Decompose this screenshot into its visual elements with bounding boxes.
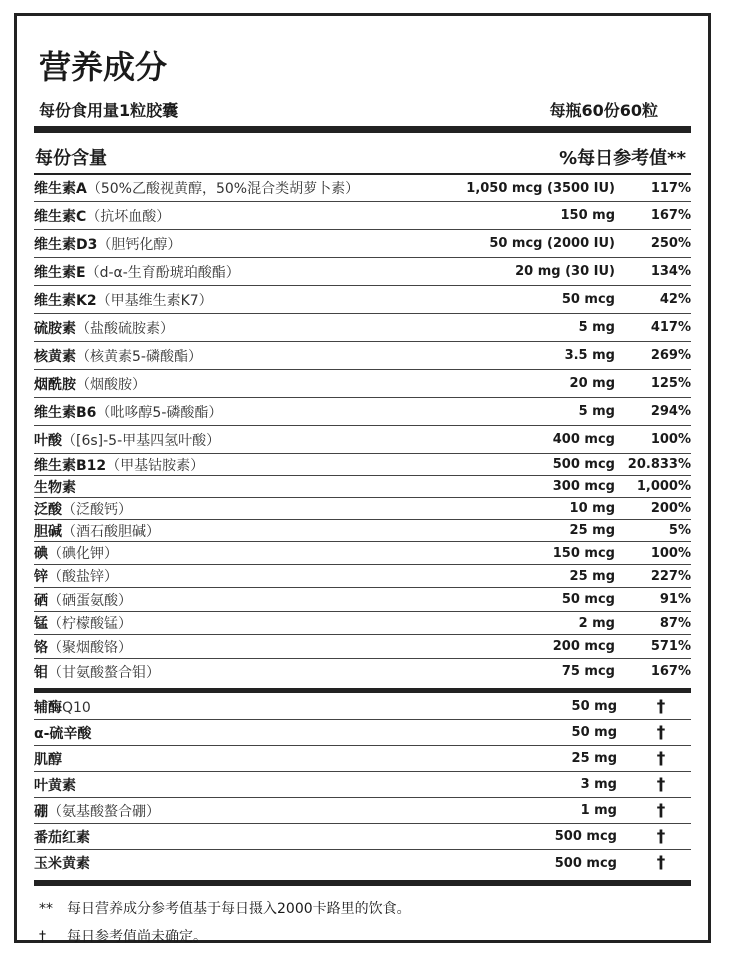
nutrient-name-cell	[34, 662, 445, 682]
nutrient-amount: 50 mg	[571, 699, 617, 714]
nutrient-name-cell	[34, 477, 445, 497]
nutrient-daily-value: 91%	[659, 592, 691, 607]
nutrient-row	[34, 588, 691, 612]
nutrient-row	[34, 286, 691, 314]
nutrient-daily-value: 20.833%	[627, 457, 691, 472]
nutrient-row	[34, 659, 691, 684]
nutrient-row	[34, 612, 691, 635]
nutrient-form: （烟酸胺）	[76, 376, 146, 393]
nutrient-name-cell	[34, 613, 445, 633]
nutrient-name-cell	[34, 723, 447, 743]
nutrient-name: 铬	[34, 639, 48, 656]
footnote-text: 每日参考值尚未确定。	[67, 929, 207, 945]
nutrient-name: α-硫辛酸	[34, 725, 92, 742]
bottom-divider	[34, 880, 691, 886]
nutrient-amount: 50 mg	[571, 725, 617, 740]
nutrient-name-cell	[34, 521, 445, 541]
nutrient-daily-value: 117%	[650, 180, 691, 196]
nutrient-row	[34, 476, 691, 498]
nutrient-daily-value: †	[656, 774, 666, 795]
nutrient-name: 叶酸	[34, 432, 62, 449]
nutrient-amount: 50 mcg	[561, 592, 615, 607]
nutrient-name-cell	[34, 749, 447, 769]
nutrient-amount: 150 mg	[560, 208, 615, 223]
nutrient-row	[34, 202, 691, 230]
nutrient-form: （柠檬酸锰）	[48, 616, 132, 632]
nutrient-name-cell	[34, 234, 445, 254]
section-divider	[34, 688, 691, 693]
nutrient-daily-value: 294%	[650, 404, 691, 419]
nutrient-row	[34, 746, 691, 772]
nutrient-form: （50%乙酸视黄醇，50%混合类胡萝卜素）	[86, 181, 360, 197]
nutrient-name: 胆碱	[34, 523, 62, 540]
nutrient-row	[34, 258, 691, 286]
nutrient-name-cell	[34, 455, 445, 475]
nutrient-form: （甲基维生素K7）	[96, 292, 213, 309]
nutrient-amount: 500 mcg	[552, 457, 615, 472]
nutrient-amount: 3 mg	[580, 777, 617, 792]
nutrient-name: 维生素K2	[34, 292, 97, 309]
nutrient-daily-value: 571%	[650, 639, 691, 654]
footnote-symbol: †	[39, 929, 46, 945]
nutrient-name: 碘	[34, 546, 48, 562]
nutrient-row	[34, 798, 691, 824]
nutrient-form: （吡哆醇5-磷酸酯）	[96, 404, 223, 421]
nutrient-daily-value: 100%	[650, 545, 691, 561]
nutrient-name-cell	[34, 566, 445, 586]
nutrient-form: （d-α-生育酚琥珀酸酯）	[85, 264, 240, 281]
nutrient-row	[34, 230, 691, 258]
nutrient-daily-value: 269%	[650, 348, 691, 363]
nutrient-daily-value: 42%	[659, 292, 691, 307]
nutrient-amount: 500 mcg	[554, 829, 617, 844]
nutrient-row	[34, 824, 691, 850]
nutrient-amount: 1,050 mcg (3500 IU)	[466, 180, 615, 196]
nutrient-amount: 25 mg	[571, 751, 617, 766]
nutrient-name-cell	[34, 178, 445, 198]
nutrient-name: 维生素C	[34, 208, 87, 225]
nutrient-row	[34, 520, 691, 542]
nutrient-name: 锌	[34, 569, 48, 585]
nutrient-form: （硒蛋氨酸）	[48, 592, 132, 609]
nutrient-daily-value: †	[656, 826, 666, 847]
nutrient-amount: 50 mcg	[561, 292, 615, 307]
nutrient-row	[34, 426, 691, 454]
nutrient-row	[34, 314, 691, 342]
nutrient-name-cell	[34, 262, 445, 282]
nutrient-form: （甘氨酸螯合钼）	[48, 664, 160, 681]
nutrient-daily-value: †	[656, 696, 666, 717]
nutrient-form: （胆钙化醇）	[97, 236, 182, 253]
serving-size: 每份食用量1粒胶囊	[39, 101, 179, 120]
amount-per-serving-header: 每份含量	[35, 148, 107, 169]
nutrient-daily-value: 167%	[650, 664, 691, 679]
nutrient-name-cell	[34, 318, 445, 338]
nutrient-amount: 1 mg	[580, 803, 617, 818]
nutrient-daily-value: 200%	[650, 501, 691, 516]
nutrient-row	[34, 498, 691, 520]
nutrient-name: 维生素B6	[34, 404, 97, 421]
nutrient-amount: 10 mg	[569, 501, 615, 516]
nutrient-daily-value: 250%	[650, 236, 691, 251]
nutrient-row	[34, 635, 691, 659]
nutrient-amount: 400 mcg	[552, 432, 615, 447]
nutrient-name: 肌醇	[34, 751, 62, 768]
nutrient-name: 番茄红素	[34, 829, 90, 846]
nutrient-amount: 300 mcg	[552, 479, 615, 494]
nutrient-amount: 20 mg (30 IU)	[515, 264, 615, 279]
nutrient-row	[34, 398, 691, 426]
nutrient-daily-value: 100%	[650, 432, 691, 447]
nutrient-name-cell	[34, 697, 447, 717]
nutrient-form: （聚烟酸铬）	[48, 639, 132, 656]
nutrient-name-cell	[34, 346, 445, 366]
servings-per-container: 每瓶60份60粒	[549, 101, 658, 120]
footnote-text: 每日营养成分参考值基于每日摄入2000卡路里的饮食。	[67, 901, 411, 917]
nutrient-daily-value: 1,000%	[636, 479, 691, 494]
nutrient-row	[34, 342, 691, 370]
nutrient-name: 生物素	[34, 479, 76, 496]
nutrient-name-cell	[34, 430, 445, 450]
nutrient-name-cell	[34, 775, 447, 795]
nutrient-name: 锰	[34, 616, 48, 632]
nutrient-row	[34, 772, 691, 798]
nutrient-name-cell	[34, 637, 445, 657]
nutrient-amount: 150 mcg	[552, 545, 615, 561]
nutrient-daily-value: †	[656, 748, 666, 769]
nutrient-name-cell	[34, 499, 445, 519]
nutrient-daily-value: †	[656, 800, 666, 821]
nutrient-amount: 5 mg	[578, 320, 615, 335]
nutrient-form: （酸盐锌）	[48, 569, 118, 585]
nutrient-daily-value: 87%	[659, 615, 691, 631]
nutrient-form: （酒石酸胆碱）	[62, 523, 160, 540]
nutrient-amount: 25 mg	[569, 523, 615, 538]
nutrient-form: Q10	[62, 699, 91, 716]
nutrient-row	[34, 850, 691, 876]
nutrient-amount: 2 mg	[578, 615, 615, 631]
nutrient-name-cell	[34, 827, 447, 847]
nutrient-daily-value: 134%	[650, 264, 691, 279]
daily-value-header: %每日参考值**	[559, 148, 686, 169]
nutrient-name: 泛酸	[34, 501, 62, 518]
nutrient-name-cell	[34, 206, 445, 226]
nutrient-row	[34, 565, 691, 588]
nutrient-form: （碘化钾）	[48, 546, 118, 562]
vitamin-mineral-list	[34, 175, 691, 684]
supplement-facts-panel	[14, 13, 711, 943]
panel-title: 营养成分	[39, 48, 168, 86]
nutrient-daily-value: 417%	[650, 320, 691, 335]
nutrient-form: （甲基钴胺素）	[106, 457, 205, 474]
nutrient-amount: 500 mcg	[554, 855, 617, 871]
nutrient-daily-value: †	[656, 722, 666, 743]
nutrient-daily-value: †	[656, 853, 666, 873]
nutrient-name: 维生素D3	[34, 236, 98, 253]
nutrient-name: 维生素E	[34, 264, 86, 281]
nutrient-name: 钼	[34, 664, 48, 681]
nutrient-row	[34, 454, 691, 476]
nutrient-name: 辅酶	[34, 699, 62, 716]
nutrient-form: （抗坏血酸）	[86, 208, 171, 225]
nutrient-amount: 50 mcg (2000 IU)	[489, 236, 615, 251]
nutrient-name-cell	[34, 543, 445, 563]
nutrient-name-cell	[34, 590, 445, 610]
nutrient-row	[34, 694, 691, 720]
nutrient-form: （核黄素5-磷酸酯）	[76, 348, 202, 365]
nutrient-name-cell	[34, 402, 445, 422]
nutrient-name: 硫胺素	[34, 320, 76, 337]
nutrient-row	[34, 542, 691, 565]
nutrient-name: 核黄素	[34, 348, 76, 365]
nutrient-name-cell	[34, 801, 447, 821]
nutrient-row	[34, 370, 691, 398]
footnote-symbol: **	[39, 901, 53, 917]
nutrient-daily-value: 5%	[668, 523, 691, 538]
footnote-dv-basis	[39, 898, 411, 918]
nutrient-form: （盐酸硫胺素）	[76, 320, 174, 337]
nutrient-name: 烟酰胺	[34, 376, 76, 393]
nutrient-form: （泛酸钙）	[62, 501, 132, 518]
nutrient-name: 硼	[34, 803, 48, 820]
nutrient-name: 叶黄素	[34, 777, 76, 794]
nutrient-row	[34, 175, 691, 202]
nutrient-name: 维生素A	[34, 181, 87, 197]
nutrient-daily-value: 125%	[650, 376, 691, 391]
nutrient-form: （[6s]-5-甲基四氢叶酸）	[62, 432, 221, 449]
nutrient-amount: 3.5 mg	[564, 348, 615, 363]
thick-divider	[34, 126, 691, 133]
nutrient-amount: 20 mg	[569, 376, 615, 391]
nutrient-name-cell	[34, 853, 447, 873]
nutrient-amount: 200 mcg	[552, 639, 615, 654]
nutrient-daily-value: 167%	[650, 208, 691, 223]
nutrient-daily-value: 227%	[650, 568, 691, 584]
nutrient-name: 玉米黄素	[34, 856, 90, 872]
footnote-dv-not-established	[39, 926, 207, 946]
other-ingredients-list	[34, 694, 691, 876]
nutrient-amount: 25 mg	[569, 568, 615, 584]
nutrient-amount: 5 mg	[578, 404, 615, 419]
nutrient-name: 硒	[34, 592, 48, 609]
nutrient-name-cell	[34, 374, 445, 394]
nutrient-name-cell	[34, 290, 445, 310]
nutrient-amount: 75 mcg	[561, 664, 615, 679]
nutrient-form: （氨基酸螯合硼）	[48, 803, 160, 820]
nutrient-name: 维生素B12	[34, 457, 107, 474]
nutrient-row	[34, 720, 691, 746]
